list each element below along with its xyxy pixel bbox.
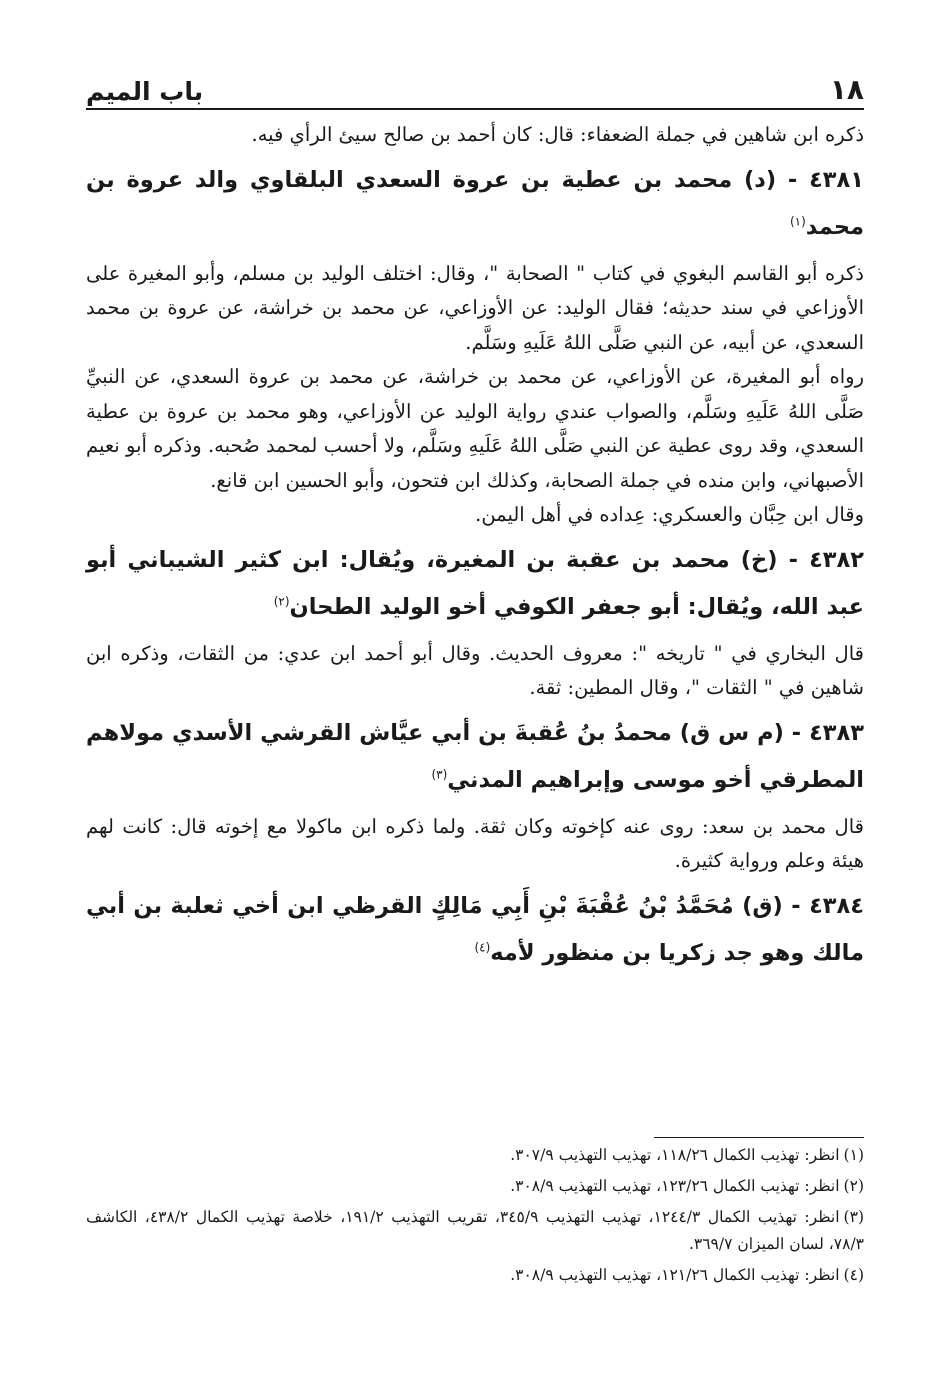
entry-number: ٤٣٨٢ - [788,546,864,573]
footnote-rule [654,1137,864,1138]
paragraph: وقال ابن حِبَّان والعسكري: عِداده في أهل اليمن. [475,503,864,526]
entry-title: (م س ق) محمدُ بنُ عُقبةَ بن أبي عيَّاش القرشي الأسدي مولاهم المطرقي أخو موسى وإبراهيم المدني [86,719,864,793]
footnote-text: انظر: تهذيب الكمال ١٢١/٢٦، تهذيب التهذيب ٣٠٨/٩. [510,1266,840,1284]
footnote-text: انظر: تهذيب الكمال ١٢٣/٢٦، تهذيب التهذيب ٣٠٨/٩. [510,1177,840,1195]
page-header [86,60,864,110]
footnote-text: انظر: تهذيب الكمال ١٢٤٤/٣، تهذيب التهذيب ٣٤٥/٩، تقريب التهذيب ١٩١/٢، خلاصة تهذيب الكمال ٤٣٨/٢، الكاشف ٧٨/٣، لسان الميزان ٣٦٩/٧. [86,1208,864,1253]
footnote-item [86,1173,864,1200]
page-number: ١٨ [829,73,864,106]
footnote-number: (٢) [843,1177,864,1195]
entry-heading-4384 [86,883,864,977]
entry-number: ٤٣٨١ - [787,166,864,193]
paragraph: قال البخاري في " تاريخه ": معروف الحديث. وقال أبو أحمد ابن عدي: من الثقات، وذكره ابن شاهين في " الثقات "، وقال المطين: ثقة. [86,641,864,699]
running-head: باب الميم [86,77,204,106]
footnote-marker: (١) [789,214,806,228]
footnote-text: انظر: تهذيب الكمال ١١٨/٢٦، تهذيب التهذيب ٣٠٧/٩. [510,1146,840,1164]
footnote-item [86,1262,864,1289]
footnote-item [86,1142,864,1169]
entry-title: (خ) محمد بن عقبة بن المغيرة، ويُقال: ابن كثير الشيباني أبو عبد الله، ويُقال: أبو جعفر الكوفي أخو الوليد الطحان [86,546,864,620]
entry-heading-4383 [86,710,864,804]
paragraph: قال محمد بن سعد: روى عنه كإخوته وكان ثقة. ولما ذكره ابن ماكولا مع إخوته قال: كانت لهم هيئة وعلم ورواية كثيرة. [86,814,864,872]
footnote-number: (٤) [843,1266,864,1284]
paragraph: رواه أبو المغيرة، عن الأوزاعي، عن محمد بن خراشة، عن محمد بن عروة السعدي، عن النبيِّ صَلَّى اللهُ عَلَيهِ وسَلَّم، والصواب عندي رواية الوليد عن الأوزاعي، وهو محمد بن عروة بن عطية السعدي، وقد روى عطية عن النبي صَلَّى اللهُ عَلَيهِ وسَلَّم، ولا أحسب لمحمد صُحبه. وذكره أبو نعيم الأصبهاني، وابن منده في جملة الصحابة، وكذلك ابن فتحون، وأبو الحسين ابن قانع. [86,365,864,492]
entry-heading-4381 [86,157,864,251]
footnotes [86,1137,864,1289]
paragraph: ذكره أبو القاسم البغوي في كتاب " الصحابة "، وقال: اختلف الوليد بن مسلم، وأبو المغيرة على الأوزاعي في سند حديثه؛ فقال الوليد: عن الأوزاعي، عن محمد بن خراشة، عن عروة بن محمد السعدي، عن أبيه، عن النبي صَلَّى اللهُ عَلَيهِ وسَلَّم. [86,261,864,354]
body-text [86,118,864,977]
paragraph: ذكره ابن شاهين في جملة الضعفاء: قال: كان أحمد بن صالح سيئ الرأي فيه. [251,123,864,146]
entry-heading-4382 [86,537,864,631]
entry-title: (ق) مُحَمَّدُ بْنُ عُقْبَةَ بْنِ أَبِي مَالِكٍ القرظي ابن أخي ثعلبة بن أبي مالك وهو جد زكريا بن منظور لأمه [86,892,864,966]
entry-number: ٤٣٨٣ - [791,719,864,746]
footnote-number: (١) [843,1146,864,1164]
footnote-item [86,1204,864,1258]
footnote-marker: (٤) [474,940,491,954]
entry-number: ٤٣٨٤ - [791,892,864,919]
footnote-marker: (٢) [273,594,290,608]
page [86,60,864,983]
footnote-number: (٣) [843,1208,864,1226]
entry-title: (د) محمد بن عطية بن عروة السعدي البلقاوي والد عروة بن محمد [86,166,864,240]
footnote-marker: (٣) [431,767,448,781]
